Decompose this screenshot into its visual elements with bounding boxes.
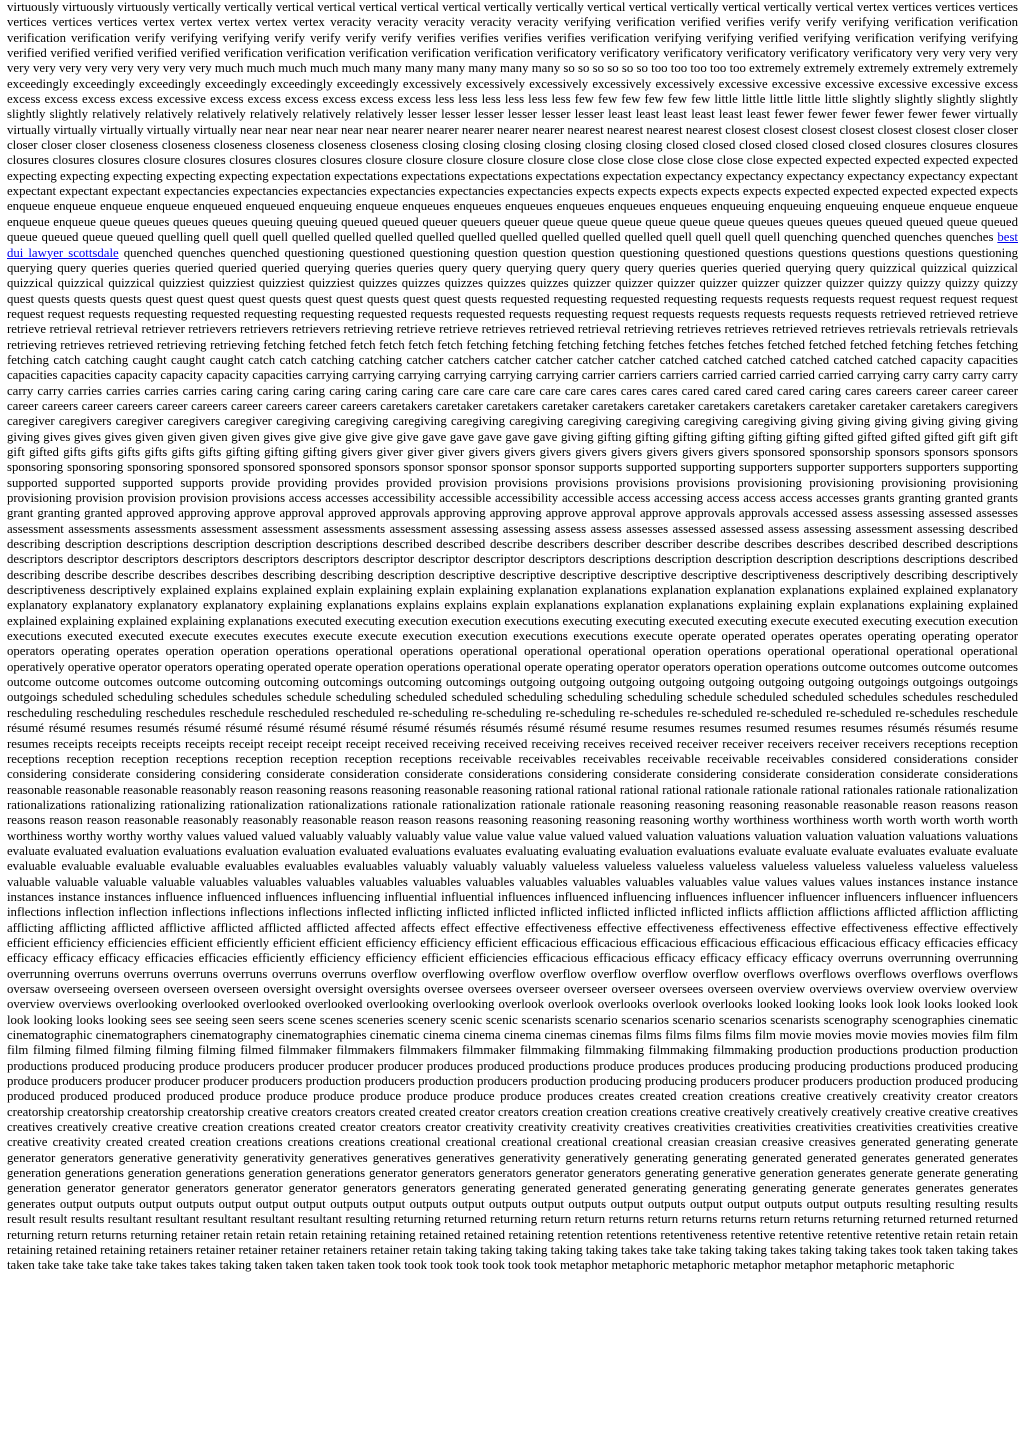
paragraph-text-after-link: quenched quenches quenched questioning questioned questioning question question question questioning questioned questions questions questions questions questioning querying query queries queries queried queried queried querying queries queries query query querying query query query queries queries queried querying query quizzical quizzical quizzical quizzical quizzical quizzical quizziest quizziest quizziest quizziest quizzes quizzes quizzes quizzes quizzes quizzer quizzer quizzer quizzer quizzer quizzer quizzer quizzy quizzy quizzy quizzy quest quests quests quests quest quest quest quest quests quest quest quests quest quest quests requested requesting requested requesting requests requests requests request request request request request request requests requesting requested requesting requesting requested requests requested requests requesting request requests requests requests requests requests retrieved retrieved retrieve retrieve retrieval retrieval retriever retrievers retrievers retrievers retrieving retrieve retrieve retrieves retrieved retrieval retrieving retrieves retrieves retrieved retrieves retrievals retrievals retrievals retrieving retrieves retrieved retrieving retrieving fetching fetched fetch fetch fetch fetch fetching fetching fetching fetching fetches fetches fetches fetched fetched fetched fetching fetches fetching fetching catch catching caught caught caught catch catch catching catching catcher catchers catcher catcher catcher catcher catched catched catched catched catched catched capacity capacities capacities capacities capacity capacity capacity capacities carrying carrying carrying carrying carrying carrying carrier carriers carriers carried carried carried carried carrying carry carry carry carry carry carry carries carries carries carries caring caring caring caring caring caring care care care care care care cares cares cares cared cared cared cared caring cares careers career career career career careers career careers career careers career careers career careers caretakers caretaker caretakers caretaker caretakers caretaker caretakers caretakers caretaker caretaker caretakers caregivers caregiver caregivers caregiver caregivers caregiver caregiving caregiving caregiving caregiving caregiving caregiving caregiving caregiving caregiving giving giving giving giving giving giving giving gives gives gives given given given given gives give give give give give gave gave gave gave gave giving gifting gifting gifting gifting gifting gifting gifted gifted gifted gifted gift gift gift gift gifted gifts gifts gifts gifts gifts gifts gifting gifting gifting givers giver giver giver givers givers givers givers givers givers givers givers sponsored sponsorship sponsors sponsors sponsors sponsoring sponsoring sponsoring sponsored sponsored sponsored sponsors sponsor sponsor sponsor sponsor supports supported supporting supporters supporter supporters supporters supporting supported supported supported supports provide providing provides provided provision provisions provisions provisions provisions provisioning provisioning provisioning provisioning provisioning provision provision provision provisions access accesses accessibility accessible accessibility accessible access accessing access access access accesses grants granting granted grants grant granting granted approved approving approve approval approved approvals approving approving approve approval approve approvals approvals accessed assess assessing assessed assesses assessment assessments assessments assessment assessment assessments assessment assessing assessing assess assess assesses assessed assessed assess assessing assessment assessing described describing description descriptions description description descriptions described described describe describers describer describer describe describes describes described described descriptions descriptors descriptor descriptors descriptors descriptors descriptors descriptor descriptor descriptor descriptors descriptions description description description descriptions descriptions described describing describe describe describes describes describing describing description descriptive descriptive descriptive descriptive descriptive descriptiveness descriptively describing descriptively descriptiveness descriptively explained explains explained explain explaining explain explaining explanation explanations explanation explanation explanations explained explained explanatory explanatory explanatory explanatory explanatory explaining explanations explains explains explain explanations explanation explanations explaining explain explanations explaining explained explained explaining explained explaining explanations executed executing execution execution executions executing executing executed executing execute executed executing execution execution executions executed executed execute executes executes execute execute execution execution executions executions execute operate operated operates operates operating operating operator operators operating operates operation operation operations operational operations operational operational operational operation operations operational operational operational operational operatively operative operator operators operating operated operate operation operations operational operate operating operator operators operation operations outcome outcomes outcome outcomes outcome outcome outcomes outcome outcoming outcoming outcomings outcoming outcomings outgoing outgoing outgoing outgoing outgoing outgoing outgoing outgoings outgoings outgoings outgoings scheduled scheduling schedules schedules schedule scheduling scheduled scheduled scheduling scheduling scheduling schedule scheduled scheduled schedules schedules rescheduled rescheduling rescheduling reschedules reschedule rescheduled rescheduled re-scheduling re-scheduling re-scheduling re-schedules re-scheduled re-scheduled re-scheduled re-schedules reschedule résumé résumé resumes resumés résumé résumé résumé résumé résumé résumé résumés résumés résumé résumé resume resumes resumes resumed resumes resumes résumés résumés resume resumes receipts receipts receipts receipts receipt receipt receipt receipt received receiving received receiving receives received receiver receiver receivers receiver receivers receptions reception receptions reception reception receptions reception reception reception receptions receivable receivables receivables receivable receivable receivables considered considerations consider considering considerate considering considering considerate consideration considerate considerations considering considerate considering considerate consideration considerate considerations reasonable reasonable reasonable reasonably reason reasoning reasons reasoning reasonable reasoning rational rational rational rational rationale rationale rational rationales rationale rationalization rationalizations rationalizing rationalizing rationalization rationalizations rationale rationalization rationale rationale reasoning reasoning reasoning reasonable reasonable reason reasons reason reasons reason reason reasonable reasonably reasonably reasonable reason reason reasons reasoning reasoning reasoning reasoning worthy worthiness worthiness worth worth worth worth worth worthiness worthy worthy worthy values valued valued valuably valuably valuably value value value value valued valued valuation valuations valuation valuation valuation valuations valuations evaluate evaluated evaluation evaluations evaluation evaluation evaluated evaluations evaluates evaluating evaluating evaluation evaluations evaluate evaluate evaluate evaluates evaluate evaluate evaluable evaluable evaluable evaluable evaluables evaluables evaluables valuably valuably valuably valueless valueless valueless valueless valueless valueless valueless valueless valueless valuable valuable valuable valuable valuables valuables valuables valuables valuables valuables valuables valuables valuables valuables value values values values instances instance instance instances instance instances influence influenced influences influencing influential influential influences influenced influencing influences influencer influencer influencers influencer influencers inflections inflection inflection inflections inflections inflections inflected inflicting inflicted inflicted inflicted inflicted inflicted inflicted inflicts affliction afflictions afflicted affliction afflicting afflicting afflicting afflicted afflictive afflicted afflicted afflicted affected affects effect effective effectiveness effective effectiveness effectiveness effective effectiveness effective effectively efficient efficiency efficiencies efficient efficiently efficient efficient efficiency efficiency efficient efficacious efficacious efficacious efficacious efficacious efficacious efficacy efficacies efficacy efficacy efficacy efficacy efficacies efficacies efficiently efficiency efficiency efficient efficiencies efficacious efficacious efficacy efficacy efficacy efficacy overruns overrunning overrunning overrunning overruns overruns overruns overruns overruns overruns overflow overflowing overflow overflow overflow overflow overflow overflows overflows overflows overflows overflows oversaw overseeing overseen overseen overseen oversight oversight oversights oversee oversees overseer overseer overseer oversees overseen overview overviews overview overview overview overview overviews overlooking overlooked overlooked overlooked overlooking overlooking overlook overlook overlooks overlook overlooks looked looking looks look look looks looked look look looking looks looking sees see seeing seen seers scene scenes sceneries scenery scenic scenic scenarists scenario scenarios scenario scenarios scenarists scenography scenographies cinematic cinematographic cinematographers cinematography cinematographies cinematic cinema cinema cinema cinemas cinemas films films films films film movie movies movie movies movies film film film filming filmed filming filming filming filmed filmmaker filmmakers filmmakers filmmaker filmmaking filmmaking filmmaking filmmaking production productions production production productions produced producing produce producers producer producer producer produces produced productions produce produces produces producing producing productions produced producing produce producers producer producer producer producers production producers production producers production producing producing producers producer producers production produced producing produced produced produced produced produce produce produce produce produce produce produce produces creates created creation creations creative creatively creativity creator creators creatorship creatorship creatorship creatorship creative creators creators created created creator creators creation creation creations creative creatively creatively creatively creative creative creatives creatives creatively creative creative creation creations created creator creators creator creativity creativity creativity creatives creativities creativities creativities creativities creativities creative creative creativity created created creation creations creations creations creational creational creational creational creational creasian creasian creasive creasives generated generating generate generator generators generative generativity generativity generatives generatives generatives generativity generatively generating generating generated generated generates generated generates generation generations generation generations generation generations generator generators generators generator generators generating generative generation generates generate generate generating generation generator generator generators generator generator generators generators generating generated generated generating generating generating generate generates generates generates generates output outputs output outputs output output output outputs output outputs output outputs output outputs output outputs output output outputs output outputs resulting resulting results result result results resultant resultant resultant resultant resultant resulting returning returned returning return return returns return returns returns return returns returning returned returned returned returning return returns returning retainer retain retain retain retaining retaining retained retained retaining retention retentions retentiveness retentive retentive retentive retentive retain retain retain retaining retained retaining retainers retainer retainer retainer retainers retainer retain taking taking taking taking taking takes take take taking taking takes taking taking takes took taken taking takes taken take take take take take takes takes taking taken taken taken taken took took took took took took took metaphor metaphoric metaphoric metaphor metaphor metaphoric metaphoric <box>7 245 1018 1273</box>
paragraph-text-before-link: virtuously virtuously virtuously vertically vertically vertical vertical vertical vertical vertical vertically vertically vertical vertical vertically vertical vertically vertical vertex vertices vertices vertices vertices vertices vertices vertex vertex vertex vertex vertex veracity veracity veracity veracity veracity verifying verification verified verifies verify verify verifying verification verification verification verification verify verifying verifying verify verify verify verify verifies verifies verifies verifies verification verifying verifying verified verifying verification verifying verifying verified verified verified verified verified verification verification verification verification verification verificatory verificatory verificatory verificatory verificatory verificatory very very very very very very very very very very very very much much much much much many many many many many many so so so so so so too too too too too extremely extremely extremely extremely extremely exceedingly exceedingly exceedingly exceedingly exceedingly exceedingly excessively excessively excessively excessively excessively excessive excessive excessive excessive excessive excess excess excess excess excess excessive excess excess excess excess excess excess less less less less less less few few few few few few little little little little little slightly slightly slightly slightly slightly slightly relatively relatively relatively relatively relatively relatively lesser lesser lesser lesser lesser lesser least least least least least least fewer fewer fewer fewer fewer fewer virtually virtually virtually virtually virtually virtually near near near near near near nearer nearer nearer nearer nearer nearest nearest nearest nearest closest closest closest closest closest closest closer closer closer closer closer closeness closeness closeness closeness closeness closeness closing closing closing closing closing closing closed closed closed closed closed closed closures closures closures closures closures closures closure closures closures closures closures closure closure closure closure closure close close close close close close close expected expected expected expected expected expecting expecting expecting expecting expecting expectation expectations expectations expectations expectations expectation expectancy expectancy expectancy expectancy expectancy expectant expectant expectant expectant expectancies expectancies expectancies expectancies expectancies expectancies expects expects expects expects expects expected expected expected expected expects enqueue enqueue enqueue enqueue enqueued enqueued enqueuing enqueue enqueues enqueues enqueues enqueues enqueues enqueues enqueuing enqueuing enqueuing enqueue enqueue enqueue enqueue enqueue queue queues queues queues queuing queuing queued queued queuer queuers queuer queue queue queue queue queue queue queues queues queues queued queued queue queued queue queued queue queued quelling quell quell quell quelled quelled quelled quelled quelled quelled quelled quelled quelled quell quell quell quell quenching quenched quenches quenches <box>7 0 1018 245</box>
inline-link[interactable]: best dui lawyer scottsdale <box>7 230 1018 260</box>
body-paragraph <box>7 0 1018 1274</box>
